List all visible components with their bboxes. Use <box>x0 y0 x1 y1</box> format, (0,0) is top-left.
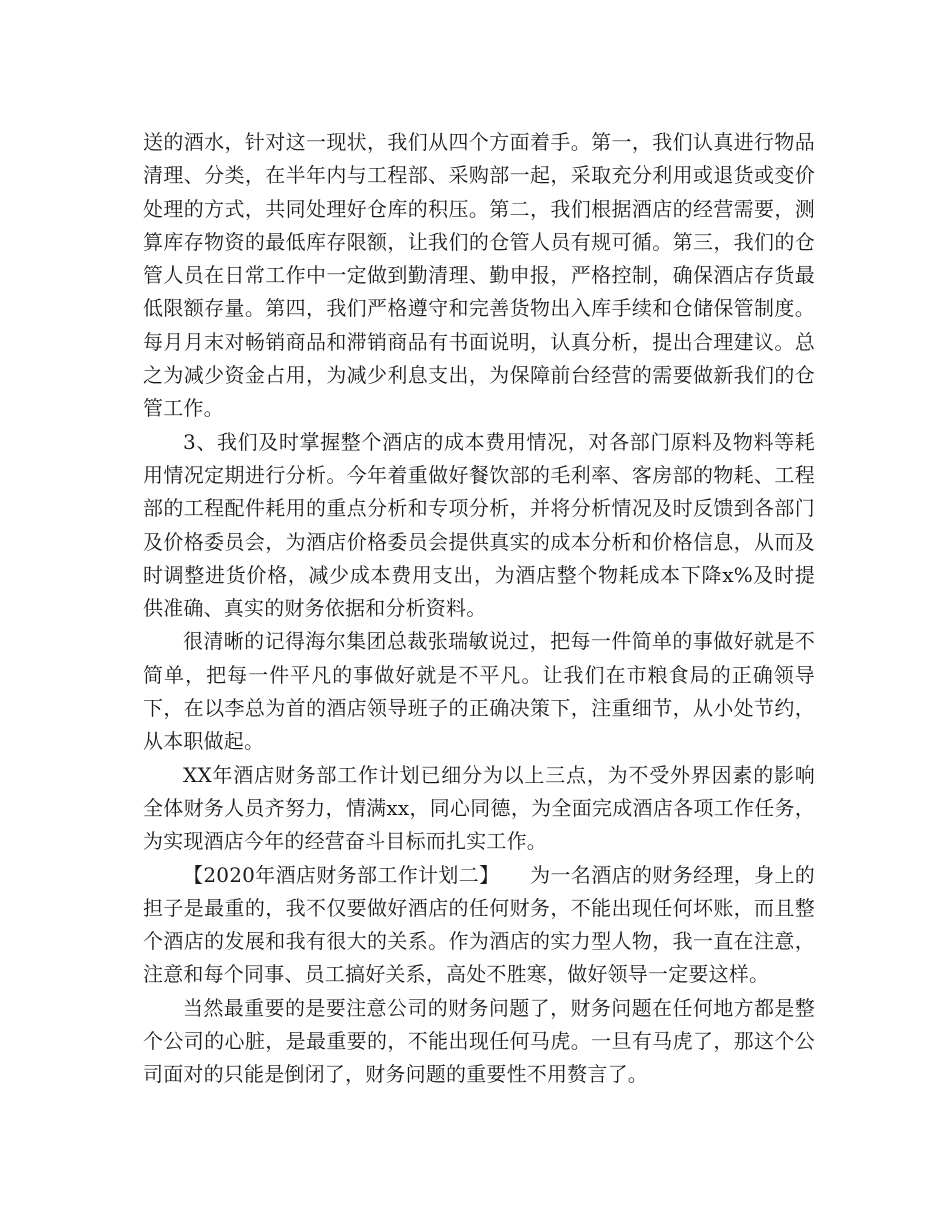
document-page <box>143 126 815 1092</box>
paragraph-plan-two: 【2020年酒店财务部工作计划二】 为一名酒店的财务经理，身上的担子是最重的，我不仅要做好酒店的任何财务，不能出现任何坏账，而且整个酒店的发展和我有很大的关系。作为酒店的实力型人物，我一直在注意，注意和每个同事、员工搞好关系，高处不胜寒，做好领导一定要这样。 <box>143 862 815 987</box>
paragraph-cost-analysis: 3、我们及时掌握整个酒店的成本费用情况，对各部门原料及物料等耗用情况定期进行分析。今年着重做好餐饮部的毛利率、客房部的物耗、工程部的工程配件耗用的重点分析和专项分析，并将分析情况及时反馈到各部门及价格委员会，为酒店价格委员会提供真实的成本分析和价格信息，从而及时调整进货价格，减少成本费用支出，为酒店整个物耗成本下降x%及时提供准确、真实的财务依据和分析资料。 <box>143 429 815 621</box>
paragraph-plan-summary: XX年酒店财务部工作计划已细分为以上三点，为不受外界因素的影响全体财务人员齐努力，情满xx，同心同德，为全面完成酒店各项工作任务，为实现酒店今年的经营奋斗目标而扎实工作。 <box>143 762 815 854</box>
paragraph-haier-quote: 很清晰的记得海尔集团总裁张瑞敏说过，把每一件简单的事做好就是不简单，把每一件平凡的事做好就是不平凡。让我们在市粮食局的正确领导下，在以李总为首的酒店领导班子的正确决策下，注重细节，从小处节约，从本职做起。 <box>143 629 815 754</box>
paragraph-financial-importance: 当然最重要的是要注意公司的财务问题了，财务问题在任何地方都是整个公司的心脏，是最重要的，不能出现任何马虎。一旦有马虎了，那这个公司面对的只能是倒闭了，财务问题的重要性不用赘言了。 <box>143 995 815 1087</box>
paragraph-warehouse-measures: 送的酒水，针对这一现状，我们从四个方面着手。第一，我们认真进行物品清理、分类，在半年内与工程部、采购部一起，采取充分利用或退货或变价处理的方式，共同处理好仓库的积压。第二，我们根据酒店的经营需要，测算库存物资的最低库存限额，让我们的仓管人员有规可循。第三，我们的仓管人员在日常工作中一定做到勤清理、勤申报，严格控制，确保酒店存货最低限额存量。第四，我们严格遵守和完善货物出入库手续和仓储保管制度。每月月末对畅销商品和滞销商品有书面说明，认真分析，提出合理建议。总之为减少资金占用，为减少利息支出，为保障前台经营的需要做新我们的仓管工作。 <box>143 130 815 421</box>
